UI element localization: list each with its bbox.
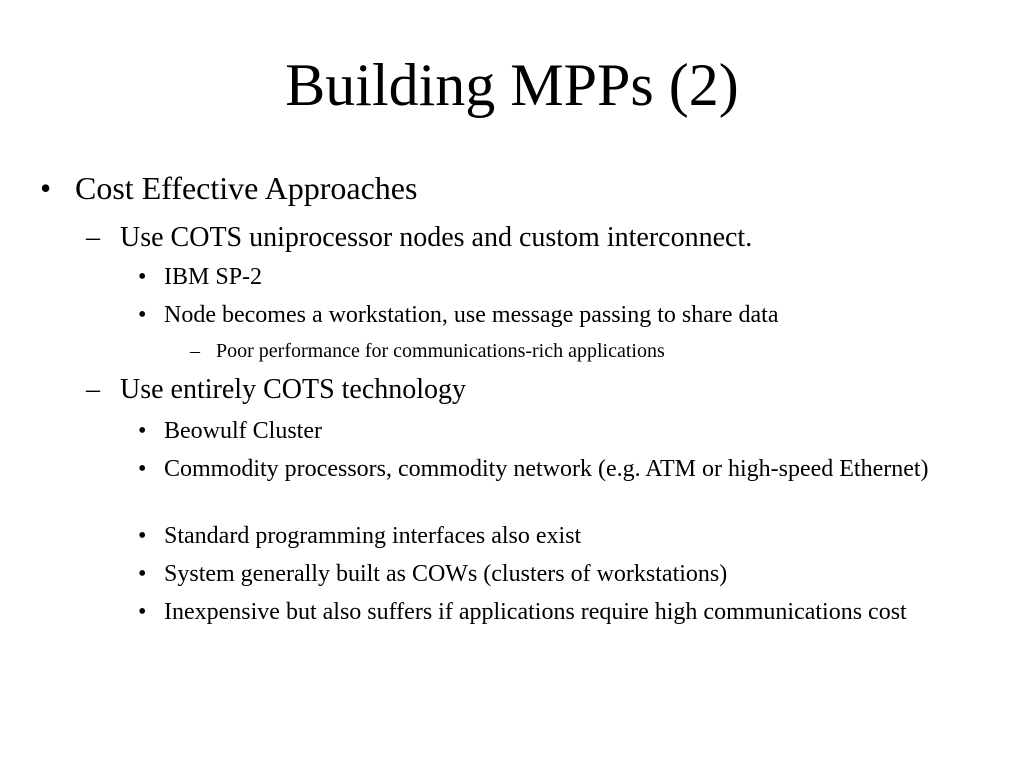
bullet-item-commodity	[138, 454, 994, 485]
bullet-item-cows	[138, 559, 994, 590]
dash-item-text: Use entirely COTS technology	[120, 374, 467, 405]
dash-item-cots-uniprocessor	[86, 221, 752, 255]
bullet-item-text: Commodity processors, commodity network (e.g. ATM or high-speed Ethernet)	[164, 456, 929, 482]
bullet-marker: •	[138, 523, 147, 549]
dash-subitem-text: Poor performance for communications-rich applications	[216, 340, 665, 362]
dash-marker: –	[190, 340, 200, 362]
bullet-item-text: Beowulf Cluster	[164, 418, 322, 444]
bullet-item-beowulf	[138, 416, 994, 447]
bullet-item-text: System generally built as COWs (clusters of workstations)	[164, 561, 728, 587]
bullet-item-text: Node becomes a workstation, use message passing to share data	[164, 302, 779, 328]
dash-marker: –	[86, 222, 100, 253]
bullet-marker: •	[138, 599, 147, 625]
bullet-cost-effective-approaches	[40, 169, 417, 207]
dash-subitem-poor-performance	[190, 338, 665, 364]
bullet-marker: •	[138, 264, 147, 290]
dash-item-entirely-cots	[86, 373, 466, 407]
dash-item-text: Use COTS uniprocessor nodes and custom interconnect.	[120, 222, 753, 253]
bullet-item-inexpensive	[138, 597, 994, 628]
bullet-marker: •	[138, 561, 147, 587]
dash-marker: –	[86, 374, 100, 405]
bullet-item-text: Inexpensive but also suffers if applications require high communications cost	[164, 599, 907, 625]
bullet-item-node-workstation	[138, 300, 994, 331]
bullet-marker: •	[138, 456, 147, 482]
bullet-marker: •	[40, 170, 52, 206]
bullet-text: Cost Effective Approaches	[75, 170, 418, 206]
slide-title: Building MPPs (2)	[285, 52, 739, 118]
bullet-marker: •	[138, 418, 147, 444]
bullet-marker: •	[138, 302, 147, 328]
bullet-item-standard-interfaces	[138, 521, 994, 552]
bullet-item-ibm-sp2	[138, 262, 994, 293]
bullet-item-text: IBM SP-2	[164, 264, 263, 290]
bullet-item-text: Standard programming interfaces also exist	[164, 523, 582, 549]
